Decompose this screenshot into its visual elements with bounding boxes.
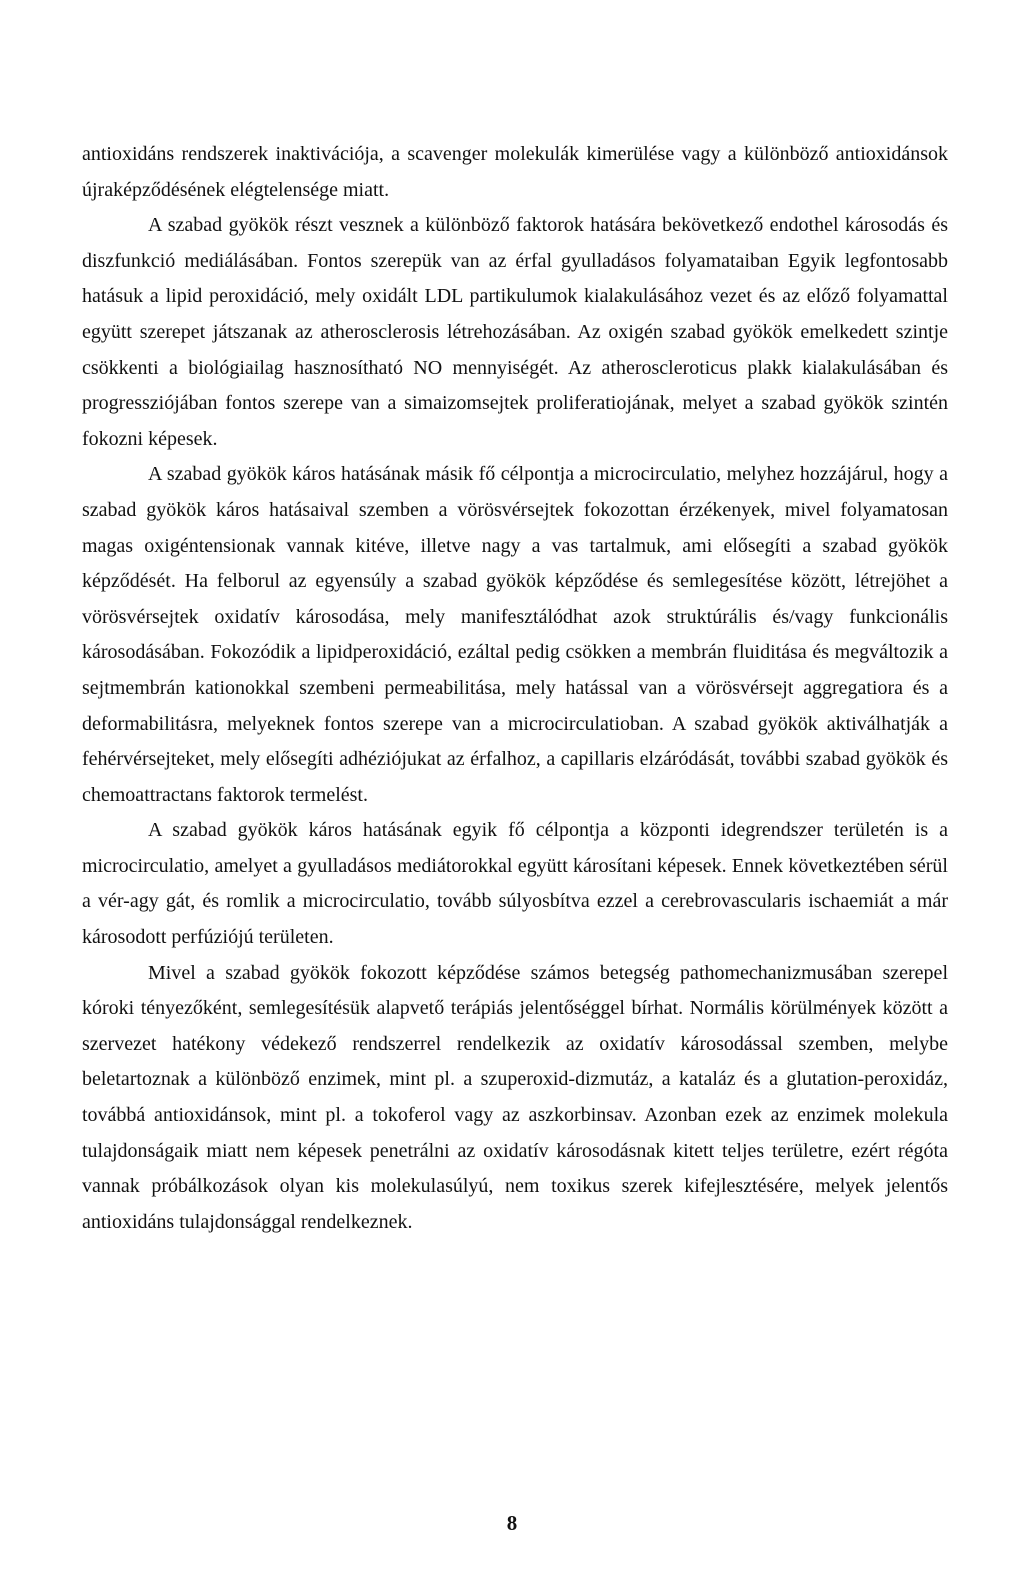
paragraph-cns: A szabad gyökök káros hatásának egyik fő célpontja a központi idegrendszer területén is a microcirculatio, amelyet a gyulladásos mediátorokkal együtt károsítani képesek. Ennek következtében sérül a vér-agy gát, és romlik a microcirculatio, tovább súlyosbítva ezzel a cerebrovascularis ischaemiát a már károsodott perfúziójú területen. [82,819,948,949]
paragraph-therapy: Mivel a szabad gyökök fokozott képződése számos betegség pathomechanizmusában szerepel kóroki tényezőként, semlegesítésük alapvető terápiás jelentőséggel bírhat. Normális körülmények között a szervezet hatékony védekező rendszerrel rendelkezik az oxidatív károsodással szemben, melybe beletartoznak a különböző enzimek, mint pl. a szuperoxid-dizmutáz, a kataláz és a glutation-peroxidáz, továbbá antioxidánsok, mint pl. a tokoferol vagy az aszkorbinsav. Azonban ezek az enzimek molekula tulajdonságaik miatt nem képesek penetrálni az oxidatív károsodásnak kitett teljes területre, ezért régóta vannak próbálkozások olyan kis molekulasúlyú, nem toxikus szerek kifejlesztésére, melyek jelentős antioxidáns tulajdonsággal rendelkeznek. [82,961,948,1233]
paragraph-endothel: A szabad gyökök részt vesznek a különböző faktorok hatására bekövetkező endothel károsodás és diszfunkció mediálásában. Fontos szerepük van az érfal gyulladásos folyamataiban Egyik legfontosabb hatásuk a lipid peroxidáció, mely oxidált LDL partikulumok kialakulásához vezet és az előző folyamattal együtt szerepet játszanak az atherosclerosis létrehozásában. Az oxigén szabad gyökök emelkedett szintje csökkenti a biológiailag hasznosítható NO mennyiségét. Az atheroscleroticus plakk kialakulásában és progressziójában fontos szerepe van a simaizomsejtek proliferatiojának, melyet a szabad gyökök szintén fokozni képesek. [82,214,948,450]
body-text [82,137,948,1240]
paragraph-continuation: antioxidáns rendszerek inaktivációja, a scavenger molekulák kimerülése vagy a különböző antioxidánsok újraképződésének elégtelensége miatt. [82,143,948,201]
paragraph-microcirculatio: A szabad gyökök káros hatásának másik fő célpontja a microcirculatio, melyhez hozzájárul, hogy a szabad gyökök káros hatásaival szemben a vörösvérsejtek fokozottan érzékenyek, mivel folyamatosan magas oxigéntensionak vannak kitéve, illetve nagy a vas tartalmuk, ami elősegíti a szabad gyökök képződését. Ha felborul az egyensúly a szabad gyökök képződése és semlegesítése között, létrejöhet a vörösvérsejtek oxidatív károsodása, mely manifesztálódhat azok struktúrális és/vagy funkcionális károsodásában. Fokozódik a lipidperoxidáció, ezáltal pedig csökken a membrán fluiditása és megváltozik a sejtmembrán kationokkal szembeni permeabilitása, mely hatással van a vörösvérsejt aggregatiora és a deformabilitásra, melyeknek fontos szerepe van a microcirculatioban. A szabad gyökök aktiválhatják a fehérvérsejteket, mely elősegíti adhéziójukat az érfalhoz, a capillaris elzáródását, további szabad gyökök és chemoattractans faktorok termelést. [82,463,948,806]
page-number: 8 [506,1511,518,1535]
